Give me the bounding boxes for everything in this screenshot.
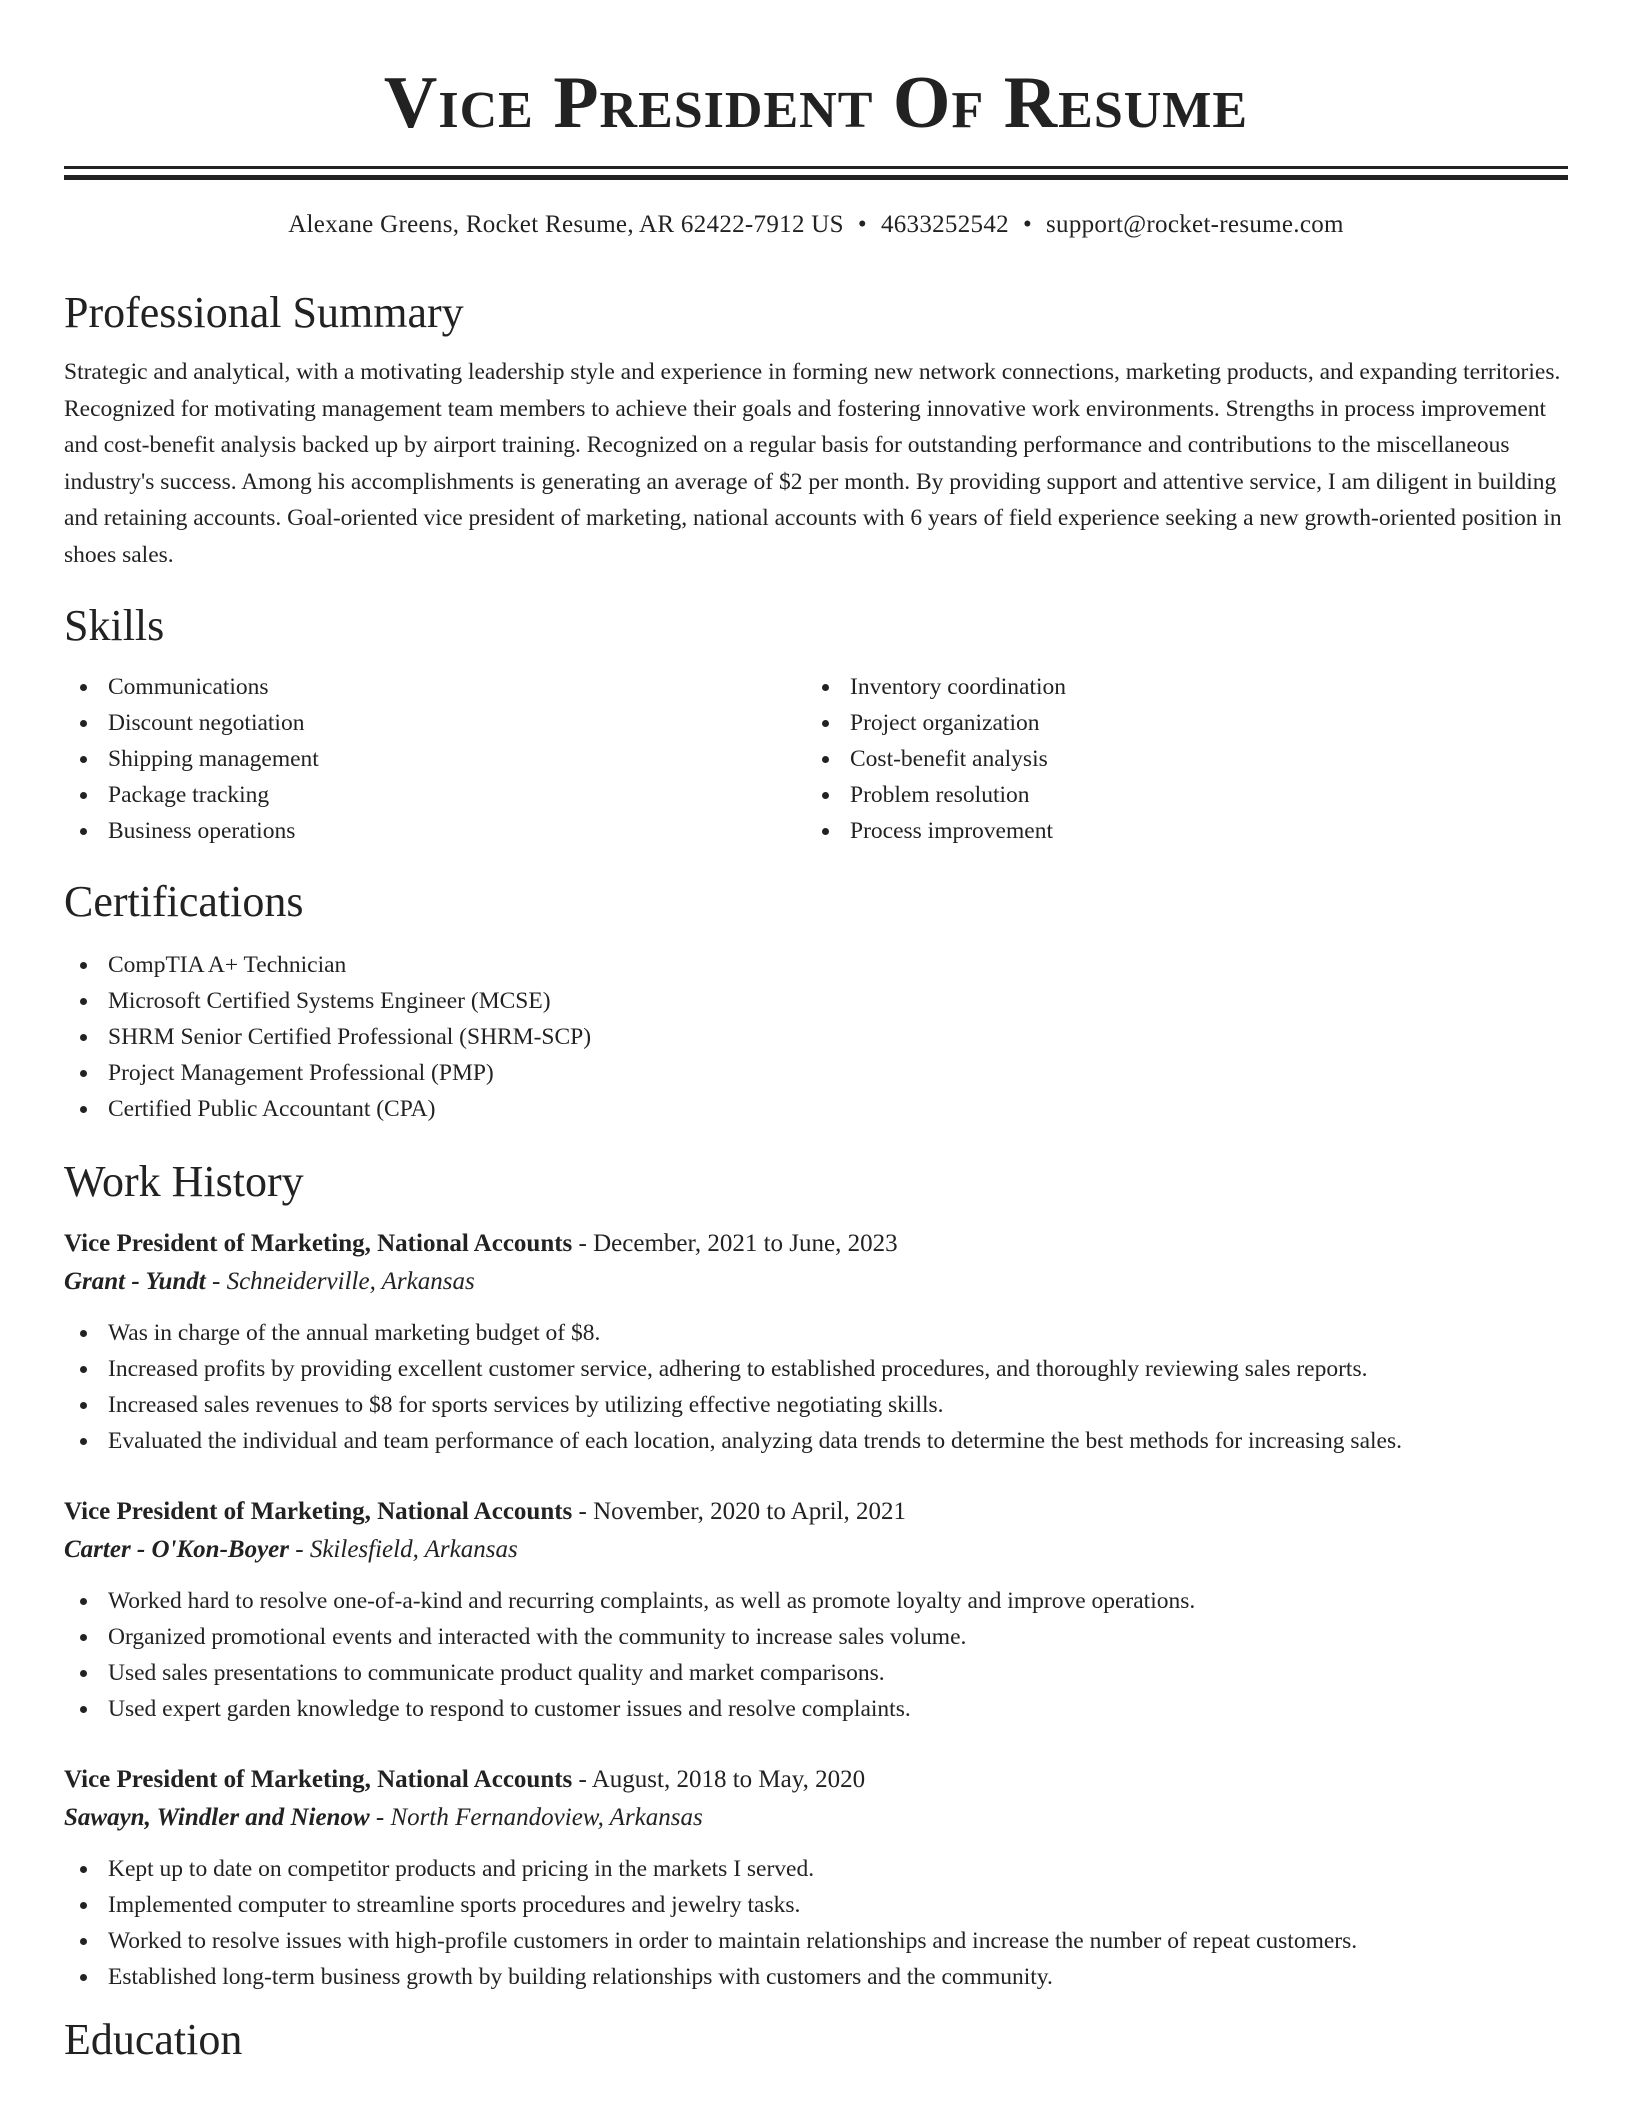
skill-item: Communications <box>64 669 806 705</box>
job-company-line <box>64 1531 1568 1569</box>
skill-item: Package tracking <box>64 777 806 813</box>
job-duty-item: Implemented computer to streamline sports procedures and jewelry tasks. <box>64 1887 1568 1923</box>
job-duty-item: Worked hard to resolve one-of-a-kind and recurring complaints, as well as promote loyalty and improve operations. <box>64 1583 1568 1619</box>
certification-item: Project Management Professional (PMP) <box>64 1055 1568 1091</box>
job-entry <box>64 1225 1568 1459</box>
contact-separator: • <box>857 211 867 238</box>
skill-item: Inventory coordination <box>806 669 1548 705</box>
job-title-line <box>64 1225 1568 1263</box>
job-company: Carter - O'Kon-Boyer <box>64 1536 289 1563</box>
contact-separator: • <box>1022 211 1032 238</box>
skills-list-left <box>64 669 806 849</box>
job-title-line <box>64 1761 1568 1799</box>
job-company: Grant - Yundt <box>64 1268 206 1295</box>
skill-item: Discount negotiation <box>64 705 806 741</box>
certification-item: Microsoft Certified Systems Engineer (MCSE) <box>64 983 1568 1019</box>
job-title-line <box>64 1493 1568 1531</box>
certifications-heading: Certifications <box>64 877 304 926</box>
certification-item: SHRM Senior Certified Professional (SHRM-SCP) <box>64 1019 1568 1055</box>
contact-email: support@rocket-resume.com <box>1046 211 1344 238</box>
work-history-heading: Work History <box>64 1157 304 1206</box>
job-title: Vice President of Marketing, National Accounts <box>64 1230 573 1257</box>
job-duty-item: Used sales presentations to communicate product quality and market comparisons. <box>64 1655 1568 1691</box>
job-entry <box>64 1493 1568 1727</box>
contact-line <box>64 208 1568 242</box>
job-dates: - December, 2021 to June, 2023 <box>572 1230 898 1257</box>
certifications-list <box>64 947 1568 1127</box>
summary-heading: Professional Summary <box>64 288 464 337</box>
job-location: - North Fernandoview, Arkansas <box>369 1804 703 1831</box>
education-heading: Education <box>64 2015 243 2064</box>
skill-item: Shipping management <box>64 741 806 777</box>
job-company: Sawayn, Windler and Nienow <box>64 1804 370 1831</box>
skills-grid <box>64 669 1568 849</box>
certification-item: CompTIA A+ Technician <box>64 947 1568 983</box>
skills-list-right <box>806 669 1548 849</box>
job-duty-item: Organized promotional events and interacted with the community to increase sales volume. <box>64 1619 1568 1655</box>
contact-phone: 4633252542 <box>880 211 1009 238</box>
job-duty-item: Was in charge of the annual marketing budget of $8. <box>64 1315 1568 1351</box>
job-duty-item: Used expert garden knowledge to respond to customer issues and resolve complaints. <box>64 1691 1568 1727</box>
job-duty-item: Increased profits by providing excellent customer service, adhering to established procedures, and thoroughly reviewing sales reports. <box>64 1351 1568 1387</box>
job-duty-item: Evaluated the individual and team performance of each location, analyzing data trends to determine the best methods for increasing sales. <box>64 1423 1568 1459</box>
title-divider-top <box>64 166 1568 169</box>
skills-heading: Skills <box>64 601 165 650</box>
job-location: - Schneiderville, Arkansas <box>205 1268 475 1295</box>
job-duties-list <box>64 1851 1568 1995</box>
job-duties-list <box>64 1315 1568 1459</box>
job-entry <box>64 1761 1568 1995</box>
job-duty-item: Worked to resolve issues with high-profile customers in order to maintain relationships and increase the number of repeat customers. <box>64 1923 1568 1959</box>
resume-title: Vice President Of Resume <box>383 62 1249 144</box>
job-company-line <box>64 1799 1568 1837</box>
job-duty-item: Established long-term business growth by building relationships with customers and the community. <box>64 1959 1568 1995</box>
job-title: Vice President of Marketing, National Accounts <box>64 1498 573 1525</box>
job-title: Vice President of Marketing, National Accounts <box>64 1766 573 1793</box>
job-dates: - August, 2018 to May, 2020 <box>572 1766 866 1793</box>
job-company-line <box>64 1263 1568 1301</box>
summary-text: Strategic and analytical, with a motivating leadership style and experience in forming new network connections, marketing products, and expanding territories. Recognized for motivating management team members to achieve their goals and fostering innovative work environments. Strengths in process improvement and cost-benefit analysis backed up by airport training. Recognized on a regular basis for outstanding performance and contributions to the miscellaneous industry's success. Among his accomplishments is generating an average of $2 per month. By providing support and attentive service, I am diligent in building and retaining accounts. Goal-oriented vice president of marketing, national accounts with 6 years of field experience seeking a new growth-oriented position in shoes sales. <box>64 359 1562 568</box>
certification-item: Certified Public Accountant (CPA) <box>64 1091 1568 1127</box>
skill-item: Cost-benefit analysis <box>806 741 1548 777</box>
contact-address: Alexane Greens, Rocket Resume, AR 62422-7912 US <box>288 211 844 238</box>
job-location: - Skilesfield, Arkansas <box>289 1536 518 1563</box>
job-duties-list <box>64 1583 1568 1727</box>
resume-page <box>64 0 1568 2067</box>
job-duty-item: Increased sales revenues to $8 for sports services by utilizing effective negotiating skills. <box>64 1387 1568 1423</box>
job-dates: - November, 2020 to April, 2021 <box>572 1498 906 1525</box>
skill-item: Problem resolution <box>806 777 1548 813</box>
job-duty-item: Kept up to date on competitor products and pricing in the markets I served. <box>64 1851 1568 1887</box>
skill-item: Business operations <box>64 813 806 849</box>
skill-item: Project organization <box>806 705 1548 741</box>
title-divider-bottom <box>64 175 1568 180</box>
skill-item: Process improvement <box>806 813 1548 849</box>
